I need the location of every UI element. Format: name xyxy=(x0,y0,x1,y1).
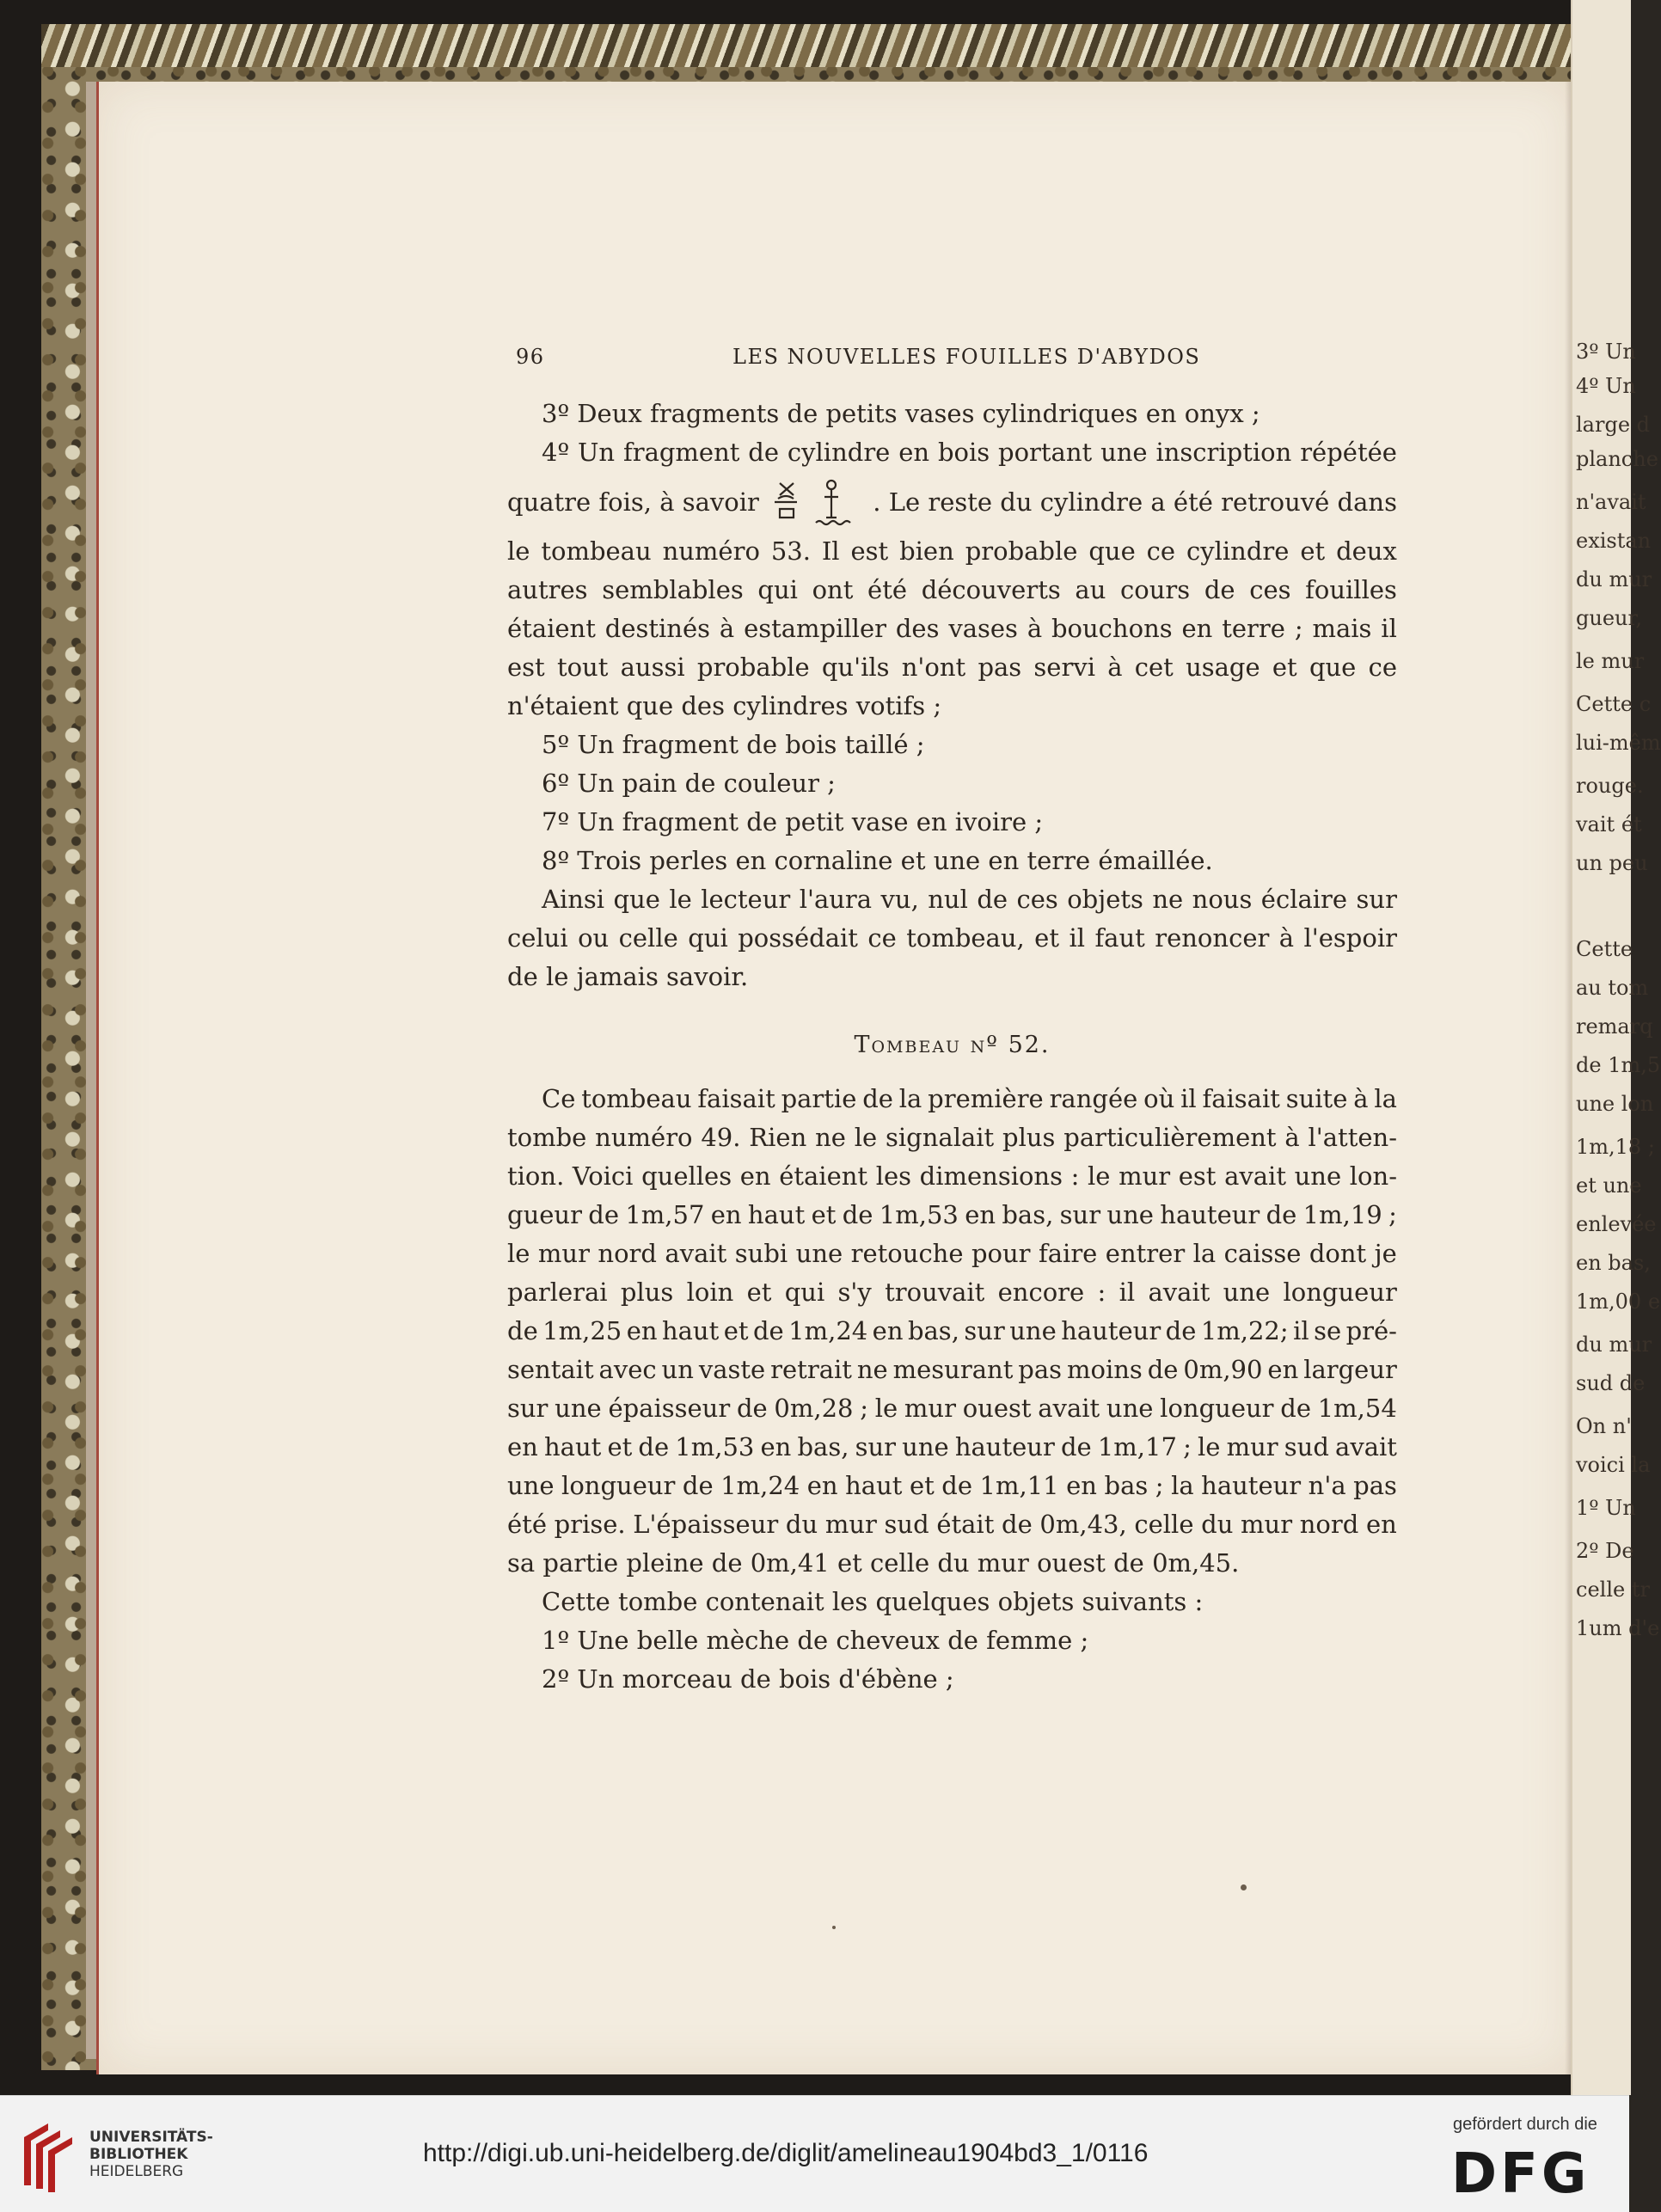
next-page-text-fragment: On n' xyxy=(1576,1414,1632,1438)
next-page-edge xyxy=(1571,0,1661,2095)
next-page-text-fragment: Cette xyxy=(1576,937,1633,961)
next-page-text-fragment: 3º Un xyxy=(1576,340,1636,364)
sponsor-label: gefördert durch die xyxy=(1453,2115,1597,2134)
text-line: en haut et de 1m,53 en bas, sur une hauteur de 1m,17 ; le mur sud avait xyxy=(507,1432,1397,1461)
next-page-text-fragment: existan xyxy=(1576,529,1652,553)
text-line: 6º Un pain de couleur ; xyxy=(542,769,836,798)
text-line: 5º Un fragment de bois taillé ; xyxy=(542,730,925,759)
next-page-text-fragment: du mur xyxy=(1576,567,1652,591)
next-page-text-fragment: planche xyxy=(1576,447,1658,471)
text-line: Ainsi que le lecteur l'aura vu, nul de ces objets ne nous éclaire sur xyxy=(542,885,1397,914)
next-page-text-fragment: 2º De xyxy=(1576,1539,1634,1563)
text-line: été prise. L'épaisseur du mur sud était de 0m,43, celle du mur nord en xyxy=(507,1510,1397,1539)
book-page xyxy=(96,82,1573,2074)
text-block-top xyxy=(507,395,1397,996)
next-page-text-fragment: en bas, xyxy=(1576,1251,1651,1275)
text-line: le mur nord avait subi une retouche pour faire entrer la caisse dont je xyxy=(507,1239,1397,1268)
page-number: 96 xyxy=(516,345,545,369)
running-title: LES NOUVELLES FOUILLES D'ABYDOS xyxy=(732,345,1201,369)
next-page-text-fragment: 1m,18 ; xyxy=(1576,1135,1655,1159)
next-page-text-fragment: lui-mêm xyxy=(1576,731,1661,755)
next-page-text-fragment: du mur xyxy=(1576,1333,1652,1357)
text-line: 8º Trois perles en cornaline et une en terre émaillée. xyxy=(542,846,1213,875)
section-heading-number: 52. xyxy=(1008,1032,1051,1058)
text-line: Cette tombe contenait les quelques objets suivants : xyxy=(542,1587,1204,1616)
text-line: 2º Un morceau de bois d'ébène ; xyxy=(542,1664,954,1694)
text-fragment: quatre fois, à savoir xyxy=(507,487,759,517)
paper-speck xyxy=(1241,1884,1247,1890)
text-line: étaient destinés à estampiller des vases à bouchons en terre ; mais il xyxy=(507,614,1397,643)
text-block-bottom xyxy=(507,1080,1397,1699)
text-line: 3º Deux fragments de petits vases cylindriques en onyx ; xyxy=(542,399,1260,428)
library-name-line: UNIVERSITÄTS- xyxy=(89,2129,213,2146)
next-page-text-fragment: 1º Un xyxy=(1576,1496,1636,1520)
next-page-text-fragment: vait ét xyxy=(1576,812,1642,836)
next-page-text-fragment: un peu xyxy=(1576,851,1648,875)
next-page-text-fragment: de 1m,5 xyxy=(1576,1053,1661,1077)
text-line-with-hieroglyph xyxy=(507,472,1397,532)
next-page-text-fragment: large d xyxy=(1576,413,1651,437)
text-line: le tombeau numéro 53. Il est bien probable que ce cylindre et deux xyxy=(507,536,1397,566)
text-line: de le jamais savoir. xyxy=(507,962,749,991)
text-line: tombe numéro 49. Rien ne le signalait plus particulièrement à l'atten- xyxy=(507,1123,1397,1152)
next-page-text-fragment: Cette c xyxy=(1576,692,1652,716)
text-line: Ce tombeau faisait partie de la première rangée où il faisait suite à la xyxy=(542,1084,1397,1113)
footer-bar xyxy=(0,2095,1629,2212)
text-line: une longueur de 1m,24 en haut et de 1m,11 en bas ; la hauteur n'a pas xyxy=(507,1471,1397,1500)
next-page-text-fragment: gueur, xyxy=(1576,606,1642,630)
section-heading-word: Tombeau xyxy=(854,1032,962,1058)
text-line: sa partie pleine de 0m,41 et celle du mur ouest de 0m,45. xyxy=(507,1548,1240,1578)
text-line: sentait avec un vaste retrait ne mesurant pas moins de 0m,90 en largeur xyxy=(507,1355,1397,1384)
library-name-line: BIBLIOTHEK xyxy=(89,2146,188,2163)
section-heading-abbr: nº xyxy=(970,1032,999,1058)
university-library-logo-icon[interactable] xyxy=(15,2111,83,2197)
paper-speck xyxy=(832,1926,836,1929)
next-page-text-fragment: rouge. xyxy=(1576,774,1644,798)
next-page-text-fragment: enlevée xyxy=(1576,1212,1657,1236)
text-line: sur une épaisseur de 0m,28 ; le mur ouest avait une longueur de 1m,54 xyxy=(507,1394,1397,1423)
permalink-url[interactable]: http://digi.ub.uni-heidelberg.de/diglit/amelineau1904bd3_1/0116 xyxy=(423,2139,1149,2167)
text-line: 1º Une belle mèche de cheveux de femme ; xyxy=(542,1626,1089,1655)
text-line: n'étaient que des cylindres votifs ; xyxy=(507,691,942,720)
text-line: parlerai plus loin et qui s'y trouvait encore : il avait une longueur xyxy=(507,1278,1397,1307)
next-page-text-fragment: n'avait xyxy=(1576,490,1646,514)
hieroglyph-inscription-icon xyxy=(771,476,861,528)
next-page-text-fragment: sud de xyxy=(1576,1371,1646,1395)
dfg-logo[interactable]: DFG xyxy=(1451,2142,1591,2206)
text-line: celui ou celle qui possédait ce tombeau, et il faut renoncer à l'espoir xyxy=(507,923,1397,953)
next-page-text-fragment: 1um d'e xyxy=(1576,1616,1660,1640)
library-name-line: HEIDELBERG xyxy=(89,2163,184,2180)
next-page-text-fragment: voici la xyxy=(1576,1453,1651,1477)
next-page-text-fragment: remarq xyxy=(1576,1014,1653,1039)
next-page-text-fragment: celle tr xyxy=(1576,1578,1650,1602)
text-line: autres semblables qui ont été découverts au cours de ces fouilles xyxy=(507,575,1397,604)
text-line: 7º Un fragment de petit vase en ivoire ; xyxy=(542,807,1044,836)
university-library-name xyxy=(89,2129,213,2180)
text-fragment: . Le reste du cylindre a été retrouvé dans xyxy=(873,487,1397,517)
text-line: est tout aussi probable qu'ils n'ont pas servi à cet usage et que ce xyxy=(507,653,1397,682)
text-line: gueur de 1m,57 en haut et de 1m,53 en bas, sur une hauteur de 1m,19 ; xyxy=(507,1200,1397,1229)
next-page-text-fragment: au tom xyxy=(1576,976,1649,1000)
next-page-text-fragment: le mur xyxy=(1576,649,1645,673)
text-line: tion. Voici quelles en étaient les dimensions : le mur est avait une lon- xyxy=(507,1161,1397,1191)
running-header xyxy=(516,345,1393,379)
section-heading xyxy=(507,1032,1397,1058)
next-page-text-fragment: 1m,00 e xyxy=(1576,1290,1661,1314)
next-page-text-fragment: une lon xyxy=(1576,1092,1654,1116)
marbled-cover-top xyxy=(41,24,1576,67)
next-page-text-fragment: et une xyxy=(1576,1173,1642,1198)
text-line: de 1m,25 en haut et de 1m,24 en bas, sur une hauteur de 1m,22; il se pré- xyxy=(507,1316,1397,1345)
next-page-text-fragment: 4º Un xyxy=(1576,374,1636,398)
text-line: 4º Un fragment de cylindre en bois portant une inscription répétée xyxy=(542,438,1397,467)
